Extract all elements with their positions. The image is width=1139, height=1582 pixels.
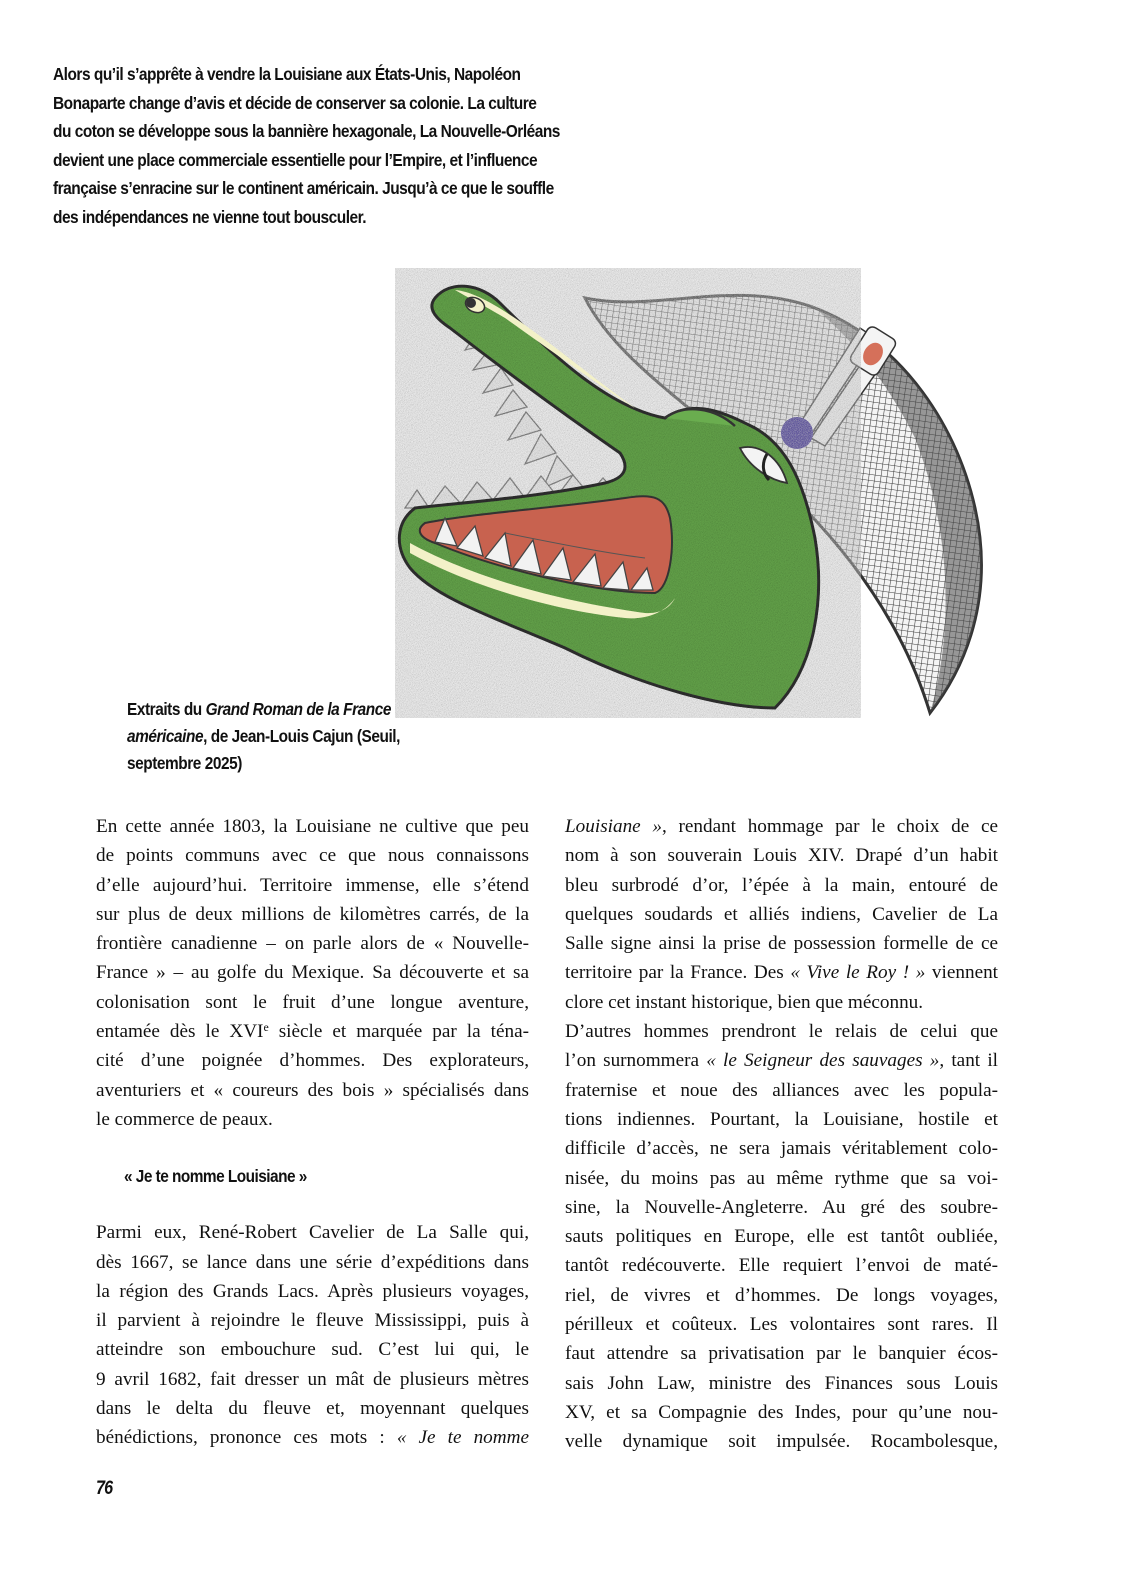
standfirst-line: Alors qu’il s’apprête à vendre la Louisiane aux États-Unis, Napoléon [53, 64, 521, 84]
body-line: entamée dès le XVIe siècle et marquée par la téna- [96, 1020, 529, 1043]
body-line: bleu surbrodé d’or, l’épée à la main, entouré de [565, 874, 998, 896]
standfirst-line: française s’enracine sur le continent américain. Jusqu’à ce que le souffle [53, 178, 554, 199]
body-line: Salle signe ainsi la prise de possession formelle de ce [565, 933, 998, 955]
body-line: nom à son souverain Louis XIV. Drapé d’un habit [565, 845, 998, 867]
standfirst-line: du coton se développe sous la bannière hexagonale, La Nouvelle-Orléans [53, 121, 560, 142]
body-line: il parvient à rejoindre le fleuve Mississippi, puis à [96, 1310, 529, 1332]
body-line: quelques soudards et alliés indiens, Cavelier de La [565, 903, 998, 925]
crocodile-bicorne-illustration [395, 268, 1015, 718]
body-line: aventuriers et « coureurs des bois » spécialisés dans [96, 1079, 529, 1101]
body-line: frontière canadienne – on parle alors de « Nouvelle- [96, 933, 529, 955]
body-line: difficile d’accès, ne sera jamais véritablement colo- [565, 1138, 998, 1160]
body-line: Louisiane », rendant hommage par le choix de ce [565, 816, 998, 837]
intro-standfirst [53, 60, 611, 232]
body-line: XV, et sa Compagnie des Indes, pour qu’une nou- [565, 1401, 998, 1423]
section-subheading: « Je te nomme Louisiane » [124, 1166, 307, 1187]
body-line: sur plus de deux millions de kilomètres carrés, de la [96, 903, 529, 925]
body-line: atteindre son embouchure sud. C’est lui qui, le [96, 1339, 529, 1361]
standfirst-line: des indépendances ne vienne tout bousculer. [53, 206, 367, 227]
body-line: dans le delta du fleuve et, moyennant quelques [96, 1398, 529, 1420]
caption-line: septembre 2025) [127, 753, 242, 773]
standfirst-line: Bonaparte change d’avis et décide de conserver sa colonie. La culture [53, 92, 537, 113]
body-line: Parmi eux, René-Robert Cavelier de La Salle qui, [96, 1222, 529, 1244]
body-line: d’elle aujourd’hui. Territoire immense, elle s’étend [96, 874, 529, 896]
body-line: périlleux et coûteux. Les volontaires sont rares. Il [565, 1314, 998, 1336]
body-line: riel, de vivres et d’hommes. De longs voyages, [565, 1284, 998, 1306]
cockade-dot [781, 417, 813, 449]
caption-line: Extraits du Grand Roman de la France [127, 699, 392, 719]
body-line: 9 avril 1682, fait dresser un mât de plusieurs mètres [96, 1368, 529, 1390]
body-line: de points communs avec ce que nous connaissons [96, 845, 529, 867]
standfirst-line: devient une place commerciale essentielle pour l’Empire, et l’influence [53, 149, 538, 170]
body-line: tantôt redécouverte. Elle requiert l’envoi de maté- [565, 1255, 998, 1277]
body-line: velle dynamique soit impulsée. Rocambolesque, [565, 1431, 998, 1453]
body-line: sine, la Nouvelle-Angleterre. Au gré des soubre- [565, 1196, 998, 1218]
body-line: bénédictions, prononce ces mots : « Je te nomme [96, 1427, 529, 1449]
body-line: En cette année 1803, la Louisiane ne cultive que peu [96, 816, 529, 837]
body-line: territoire par la France. Des « Vive le Roy ! » viennent [565, 962, 999, 984]
body-line: sais John Law, ministre des Finances sous Louis [565, 1372, 998, 1394]
body-line: clore cet instant historique, bien que méconnu. [565, 991, 924, 1013]
book-title: américaine [127, 726, 204, 746]
body-line: sauts politiques en Europe, elle est tantôt oubliée, [565, 1226, 998, 1248]
body-line: tions indiennes. Pourtant, la Louisiane, hostile et [565, 1108, 998, 1130]
body-line: D’autres hommes prendront le relais de celui que [565, 1021, 998, 1043]
body-line: le commerce de peaux. [96, 1108, 273, 1130]
article-column-right [565, 812, 998, 1457]
book-excerpt-caption [127, 696, 444, 777]
body-line: dès 1667, se lance dans une série d’expéditions dans [96, 1251, 529, 1273]
body-line: fraternise et noue des alliances avec les popula- [565, 1079, 998, 1101]
body-line: colonisation sont le fruit d’une longue aventure, [96, 991, 529, 1013]
caption-line: américaine, de Jean-Louis Cajun (Seuil, [127, 726, 400, 746]
body-line: faut attendre sa privatisation par le banquier écos- [565, 1343, 998, 1365]
body-line: la région des Grands Lacs. Après plusieurs voyages, [96, 1280, 529, 1302]
body-line: nisée, du moins pas au même rythme que sa voi- [565, 1167, 998, 1189]
page-number: 76 [96, 1478, 113, 1499]
body-line: cité d’une poignée d’hommes. Des explorateurs, [96, 1050, 529, 1072]
book-title: Grand Roman de la France [205, 699, 392, 719]
body-line: France » – au golfe du Mexique. Sa découverte et sa [96, 962, 529, 984]
body-line: l’on surnommera « le Seigneur des sauvages », tant il [565, 1050, 998, 1072]
article-column-left [96, 812, 529, 1453]
